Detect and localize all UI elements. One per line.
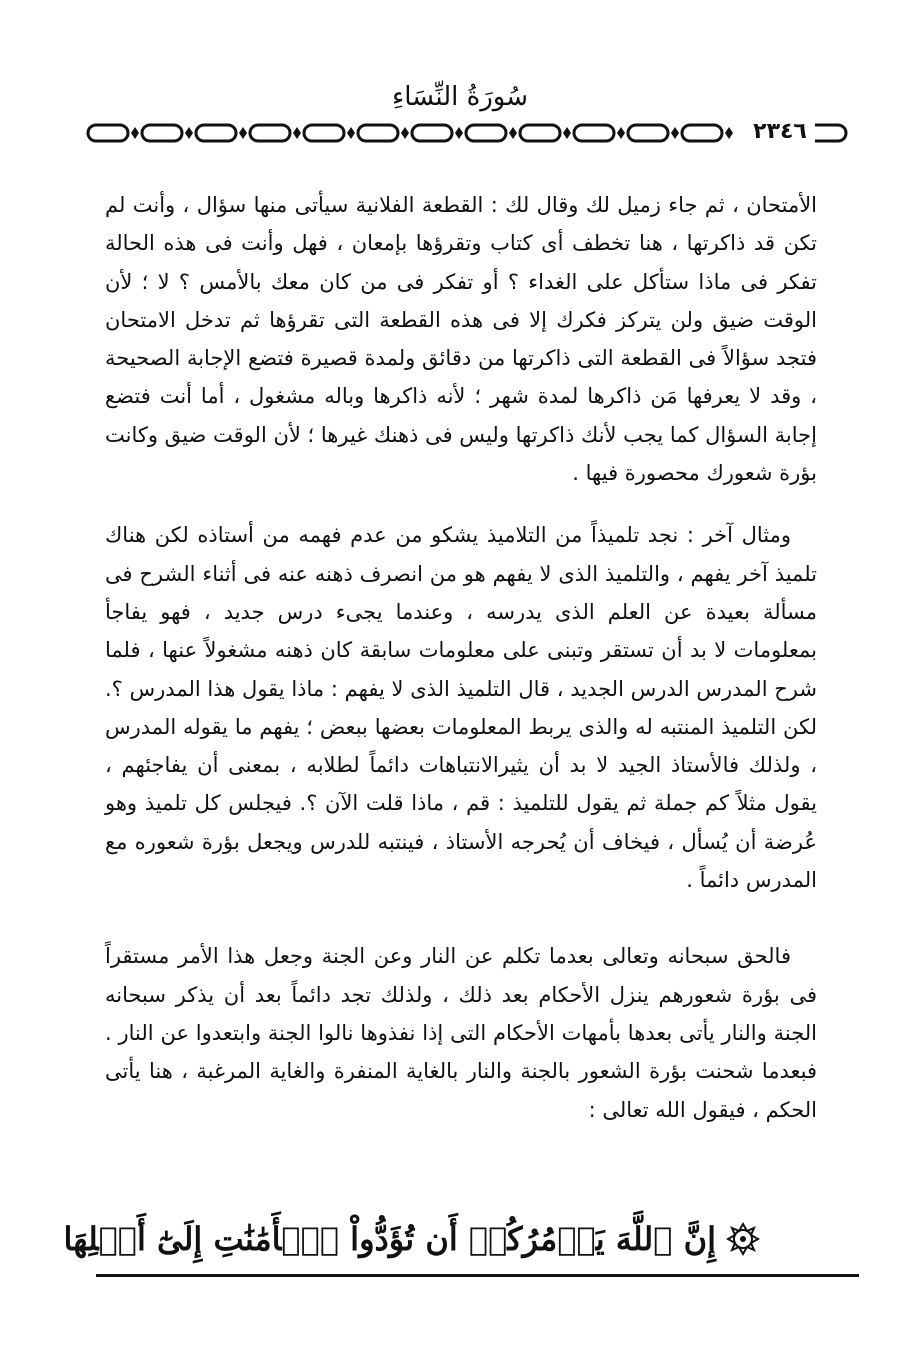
quran-verse-ornament-icon: [726, 1222, 760, 1256]
footer-rule: [96, 1274, 859, 1277]
page-number: ٢٣٤٦: [745, 118, 815, 146]
paragraph-2: ومثال آخر : نجد تلميذاً من التلاميذ يشكو من عدم فهمه من أستاذه لكن هناك تلميذ آخر يفهم ، والتلميذ الذى لا يفهم هو من انصرف ذهنه عنه فى أثناء الشرح فى مسألة بعيدة عن العلم الذى يدرسه ، وعندما يجىء درس جديد ، فهو يفاجأ بمعلومات لا بد أن تستقر وتبنى على معلومات سابقة كان ذهنه مشغولاً عنها ، فلما شرح المدرس الدرس الجديد ، قال التلميذ الذى لا يفهم : ماذا يقول هذا المدرس ؟. لكن التلميذ المنتبه له والذى يربط المعلومات بعضها ببعض ؛ يفهم ما يقوله المدرس ، ولذلك فالأستاذ الجيد لا بد أن يثيرالانتباهات دائماً لطلابه ، بمعنى أن يفاجئهم ، يقول مثلاً كم جملة ثم يقول للتلميذ : قم ، ماذا قلت الآن ؟. فيجلس كل تلميذ وهو عُرضة أن يُسأل ، فيخاف أن يُحرجه الأستاذ ، فينتبه للدرس ويجعل بؤرة شعوره مع المدرس دائماً .: [105, 523, 817, 893]
quran-verse: [63, 1212, 760, 1266]
surah-title: سُورَةُ النِّسَاءِ: [392, 82, 528, 112]
paragraph-1: الأمتحان ، ثم جاء زميل لك وقال لك : القطعة الفلانية سيأتى منها سؤال ، وأنت لم تكن قد ذاكرتها ، هنا تخطف أى كتاب وتقرؤها بإمعان ، فهل وأنت فى هذه الحالة تفكر فى ماذا ستأكل على الغداء ؟ أو تفكر فى من كان معك بالأمس ؟ لا ؛ لأن الوقت ضيق ولن يتركز فكرك إلا فى هذه القطعة التى تقرؤها ثم تدخل الامتحان فتجد سؤالاً فى القطعة التى ذاكرتها من دقائق ولمدة قصيرة فتضع الإجابة الصحيحة ، وقد لا يعرفها مَن ذاكرها لمدة شهر ؛ لأنه ذاكرها وباله مشغول ، أما أنت فتضع إجابة السؤال كما يجب لأنك ذاكرتها وليس فى ذهنك غيرها ؛ لأن الوقت ضيق وكانت بؤرة شعورك محصورة فيها .: [105, 193, 817, 486]
verse-text: إِنَّ ٱللَّهَ يَأۡمُرُكُمۡ أَن تُؤَدُّواْ ٱلۡأَمَٰنَٰتِ إِلَىٰٓ أَهۡلِهَا: [63, 1220, 716, 1258]
header-ornament-border: [86, 118, 850, 148]
paragraph-3: فالحق سبحانه وتعالى بعدما تكلم عن النار وعن الجنة وجعل هذا الأمر مستقراً فى بؤرة شعورهم ينزل الأحكام بعد ذلك ، ولذلك تجد دائماً بعد أن يذكر سبحانه الجنة والنار يأتى بعدها بأمهات الأحكام التى إذا نفذوها نالوا الجنة وابتعدوا عن النار . فبعدما شحنت بؤرة الشعور بالجنة والنار بالغاية المنفرة والغاية المرغبة ، هنا يأتى الحكم ، فيقول الله تعالى :: [105, 944, 817, 1122]
body-text: [105, 186, 817, 1129]
